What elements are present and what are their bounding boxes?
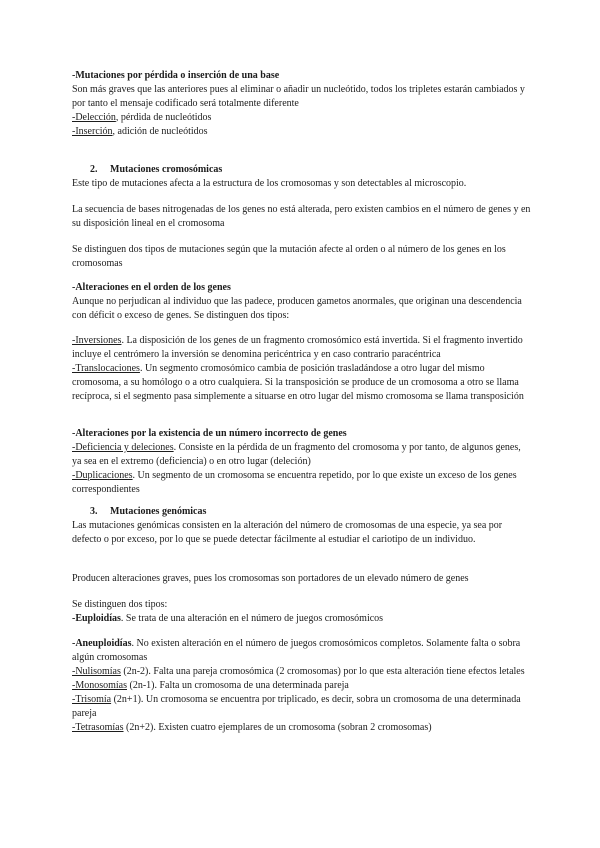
paragraph-block (72, 243, 532, 271)
list-item (72, 469, 532, 497)
heading-number: 2. (90, 164, 98, 175)
term: -Euploidías (72, 613, 121, 624)
term: -Tetrasomías (72, 722, 124, 733)
term: -Translocaciones (72, 363, 140, 374)
section-gene-order (72, 281, 532, 323)
list-item (72, 612, 532, 626)
list-item (72, 665, 532, 679)
term: -Inserción (72, 126, 113, 137)
paragraph: La secuencia de bases nitrogenadas de los genes no está alterada, pero existen cambios en el número de genes y en su disposición lineal en el cromosoma (72, 204, 531, 229)
paragraph-block (72, 572, 532, 586)
definition: (2n-1). Falta un cromosoma de una determinada pareja (127, 680, 349, 691)
list-item (72, 441, 532, 469)
list-item (72, 721, 532, 735)
definition: . Un segmento cromosómico cambia de posición trasladándose a otro lugar del mismo cromosoma, a su homólogo o a otro cualquiera. Si la transposición se produce de un cromosoma a otro se llama recíproca, si el segmento pasa simplemente a situarse en otro lugar del mismo cromosoma se llama transposición (72, 363, 524, 402)
term: -Nulisomías (72, 666, 121, 677)
section-chromosomal-mutations (72, 163, 532, 191)
types-block (72, 598, 532, 626)
definition: (2n+2). Existen cuatro ejemplares de un cromosoma (sobran 2 cromosomas) (123, 722, 432, 733)
list-item (72, 334, 532, 362)
paragraph: Este tipo de mutaciones afecta a la estructura de los cromosomas y son detectables al microscopio. (72, 178, 467, 189)
paragraph: Se distinguen dos tipos de mutaciones según que la mutación afecte al orden o al número de los genes en los cromosomas (72, 244, 506, 269)
section-heading: -Alteraciones por la existencia de un número incorrecto de genes (72, 428, 347, 439)
term: -Monosomías (72, 680, 127, 691)
list-item (72, 693, 532, 721)
paragraph: Se distinguen dos tipos: (72, 599, 168, 610)
definition: (2n+1). Un cromosoma se encuentra por triplicado, es decir, sobra un cromosoma de una determinada pareja (72, 694, 521, 719)
definition: (2n-2). Falta una pareja cromosómica (2 cromosomas) por lo que esta alteración tiene efectos letales (120, 666, 525, 677)
definition: . Se trata de una alteración en el número de juegos cromosómicos (120, 613, 384, 624)
list-item (72, 362, 532, 404)
paragraph: Producen alteraciones graves, pues los cromosomas son portadores de un elevado número de genes (72, 573, 469, 584)
paragraph (72, 637, 532, 665)
numbered-heading (72, 163, 532, 177)
section-heading: -Alteraciones en el orden de los genes (72, 282, 231, 293)
section-base-loss-insertion (72, 69, 532, 139)
section-aneuploidies (72, 637, 532, 735)
numbered-heading (72, 505, 532, 519)
section-genomic-mutations (72, 505, 532, 547)
term: -Inversiones (72, 335, 122, 346)
definition: . Consiste en la pérdida de un fragmento del cromosoma y por tanto, de algunos genes, ya sea en el extremo (deficiencia) o en otro lugar (deleción) (72, 442, 521, 467)
definition: . La disposición de los genes de un fragmento cromosómico está invertida. Si el fragmento invertido incluye el centrómero la inversión se denomina pericéntrica y en caso contrario paracéntrica (72, 335, 523, 360)
definition: . No existen alteración en el número de juegos cromosómicos completos. Solamente falta o sobra algún cromosomas (72, 638, 521, 663)
list-item (72, 125, 532, 139)
list-item (72, 679, 532, 693)
definition: , adición de nucleótidos (112, 126, 208, 137)
definition: . Un segmento de un cromosoma se encuentra repetido, por lo que existe un exceso de los genes correspondientes (72, 470, 517, 495)
list-item (72, 111, 532, 125)
paragraph: Son más graves que las anteriores pues al eliminar o añadir un nucleótido, todos los tripletes estarán cambiados y por tanto el mensaje codificado será totalmente diferente (72, 84, 525, 109)
section-heading: -Mutaciones por pérdida o inserción de una base (72, 70, 280, 81)
term: -Delección (72, 112, 116, 123)
paragraph-block (72, 203, 532, 231)
heading-title: Mutaciones cromosómicas (110, 164, 223, 175)
term: -Aneuploidías (72, 638, 132, 649)
gene-order-list (72, 334, 532, 404)
paragraph: Las mutaciones genómicas consisten en la alteración del número de cromosomas de una especie, ya sea por defecto o por exceso, por lo que se puede detectar fácilmente al estudiar el cariotipo de un individuo. (72, 520, 503, 545)
section-gene-number (72, 427, 532, 497)
term: -Trisomía (72, 694, 112, 705)
term: -Deficiencia y deleciones (72, 442, 174, 453)
definition: , pérdida de nucleótidos (115, 112, 212, 123)
term: -Duplicaciones (72, 470, 133, 481)
paragraph: Aunque no perjudican al individuo que las padece, producen gametos anormales, que originan una descendencia con déficit o exceso de genes. Se distinguen dos tipos: (72, 296, 522, 321)
heading-title: Mutaciones genómicas (110, 506, 207, 517)
heading-number: 3. (90, 506, 98, 517)
